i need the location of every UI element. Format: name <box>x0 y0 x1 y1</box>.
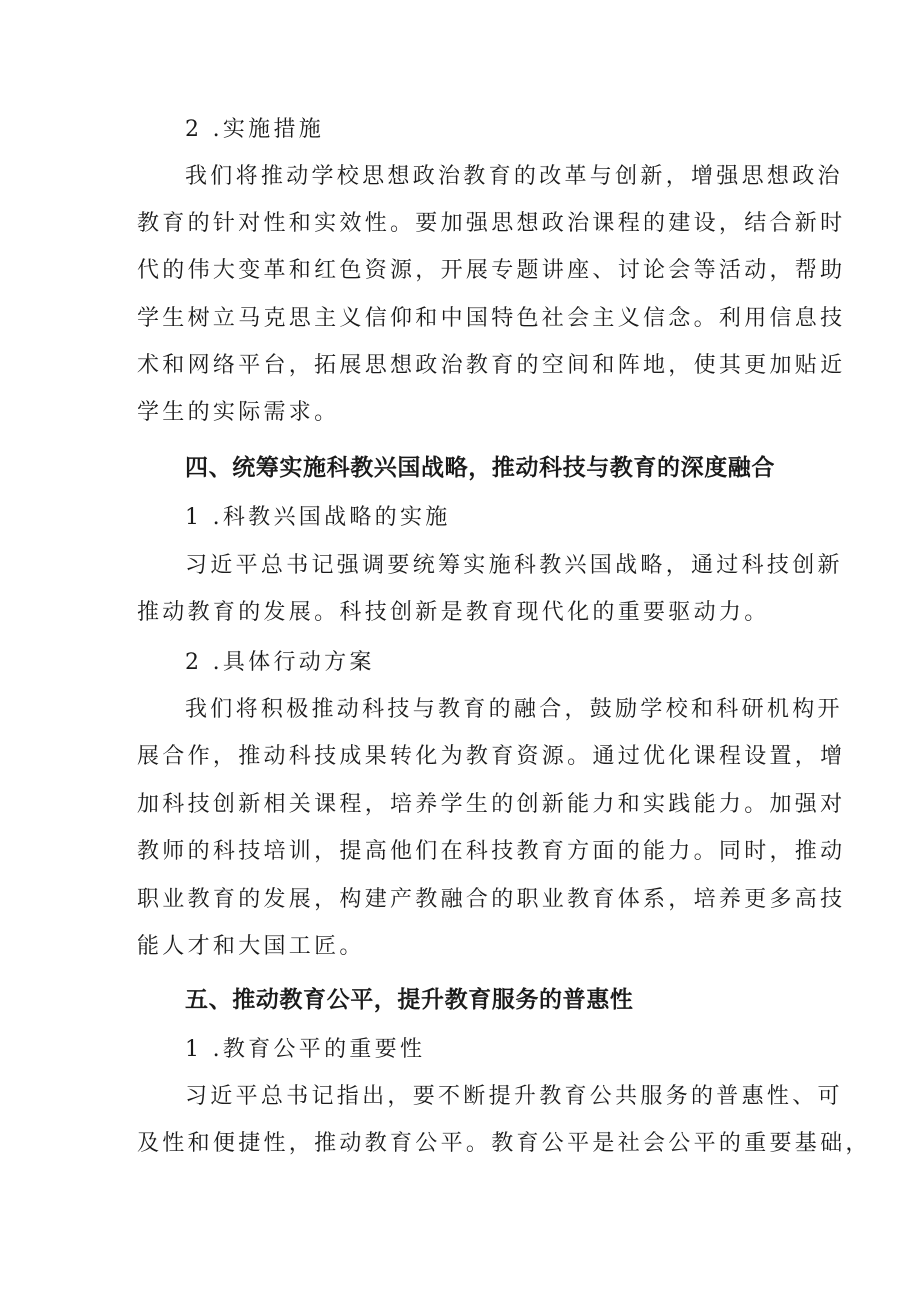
subsection-title: 2 .实施措施 <box>185 117 325 142</box>
paragraph-line: 及性和便捷性，推动教育公平。教育公平是社会公平的重要基础， <box>137 1131 871 1156</box>
paragraph-line: 习近平总书记强调要统筹实施科教兴国战略，通过科技创新 <box>185 553 843 578</box>
paragraph-line: 习近平总书记指出，要不断提升教育公共服务的普惠性、可 <box>185 1084 843 1109</box>
section-heading: 五、推动教育公平，提升教育服务的普惠性 <box>185 987 634 1013</box>
paragraph-line: 代的伟大变革和红色资源，开展专题讲座、讨论会等活动，帮助 <box>137 258 846 283</box>
paragraph-line: 加科技创新相关课程，培养学生的创新能力和实践能力。加强对 <box>137 792 846 817</box>
paragraph-line: 教师的科技培训，提高他们在科技教育方面的能力。同时，推动 <box>137 839 846 864</box>
paragraph-line: 能人才和大国工匠。 <box>137 934 365 959</box>
subsection-title: 2 .具体行动方案 <box>185 650 375 675</box>
section-heading: 四、统筹实施科教兴国战略，推动科技与教育的深度融合 <box>185 455 775 481</box>
paragraph-line: 学生树立马克思主义信仰和中国特色社会主义信念。利用信息技 <box>137 306 846 331</box>
subsection-title: 1 .科教兴国战略的实施 <box>185 505 451 530</box>
paragraph-line: 我们将积极推动科技与教育的融合，鼓励学校和科研机构开 <box>185 697 843 722</box>
subsection-title: 1 .教育公平的重要性 <box>185 1037 426 1062</box>
paragraph-line: 我们将推动学校思想政治教育的改革与创新，增强思想政治 <box>185 164 843 189</box>
paragraph-line: 展合作，推动科技成果转化为教育资源。通过优化课程设置，增 <box>137 744 846 769</box>
paragraph-line: 术和网络平台，拓展思想政治教育的空间和阵地，使其更加贴近 <box>137 353 846 378</box>
paragraph-line: 推动教育的发展。科技创新是教育现代化的重要驱动力。 <box>137 600 770 625</box>
paragraph-line: 教育的针对性和实效性。要加强思想政治课程的建设，结合新时 <box>137 211 846 236</box>
paragraph-line: 学生的实际需求。 <box>137 400 340 425</box>
paragraph-line: 职业教育的发展，构建产教融合的职业教育体系，培养更多高技 <box>137 887 846 912</box>
